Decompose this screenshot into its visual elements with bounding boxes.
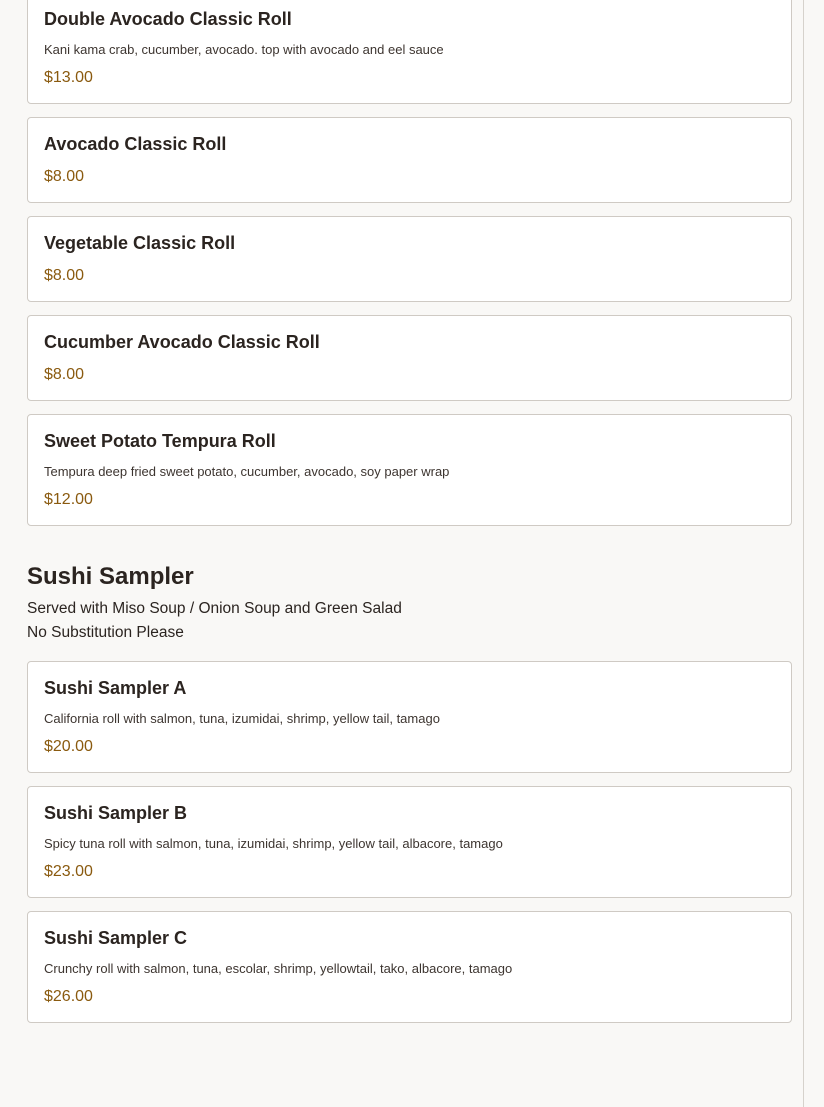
item-description: Crunchy roll with salmon, tuna, escolar, shrimp, yellowtail, tako, albacore, tamago [44, 961, 513, 976]
menu-item-card[interactable] [27, 216, 792, 302]
menu-item-card[interactable] [27, 0, 792, 104]
item-description: California roll with salmon, tuna, izumidai, shrimp, yellow tail, tamago [44, 711, 440, 726]
item-price: $23.00 [44, 863, 93, 880]
section-note: Served with Miso Soup / Onion Soup and Green Salad [27, 600, 402, 617]
scrollbar-track[interactable] [803, 0, 804, 1107]
item-price: $8.00 [44, 267, 85, 284]
item-name: Double Avocado Classic Roll [44, 9, 292, 29]
item-name: Sweet Potato Tempura Roll [44, 431, 276, 451]
section-title: Sushi Sampler [27, 563, 194, 590]
item-name: Sushi Sampler C [44, 928, 188, 948]
menu-content [27, 0, 792, 1036]
item-description: Spicy tuna roll with salmon, tuna, izumidai, shrimp, yellow tail, albacore, tamago [44, 836, 503, 851]
item-price: $26.00 [44, 988, 93, 1005]
menu-item-card[interactable] [27, 911, 792, 1023]
menu-item-card[interactable] [27, 117, 792, 203]
section-notes [27, 597, 792, 645]
item-name: Cucumber Avocado Classic Roll [44, 332, 320, 352]
section-note: No Substitution Please [27, 624, 184, 641]
menu-item-card[interactable] [27, 315, 792, 401]
item-description: Kani kama crab, cucumber, avocado. top with avocado and eel sauce [44, 42, 444, 57]
item-description: Tempura deep fried sweet potato, cucumber, avocado, soy paper wrap [44, 464, 450, 479]
item-price: $13.00 [44, 69, 93, 86]
item-price: $8.00 [44, 168, 85, 185]
menu-item-card[interactable] [27, 414, 792, 526]
item-name: Vegetable Classic Roll [44, 233, 236, 253]
item-name: Sushi Sampler A [44, 678, 187, 698]
menu-item-card[interactable] [27, 661, 792, 773]
item-price: $8.00 [44, 366, 85, 383]
item-price: $20.00 [44, 738, 93, 755]
item-name: Avocado Classic Roll [44, 134, 227, 154]
menu-item-card[interactable] [27, 786, 792, 898]
item-name: Sushi Sampler B [44, 803, 188, 823]
item-price: $12.00 [44, 491, 93, 508]
